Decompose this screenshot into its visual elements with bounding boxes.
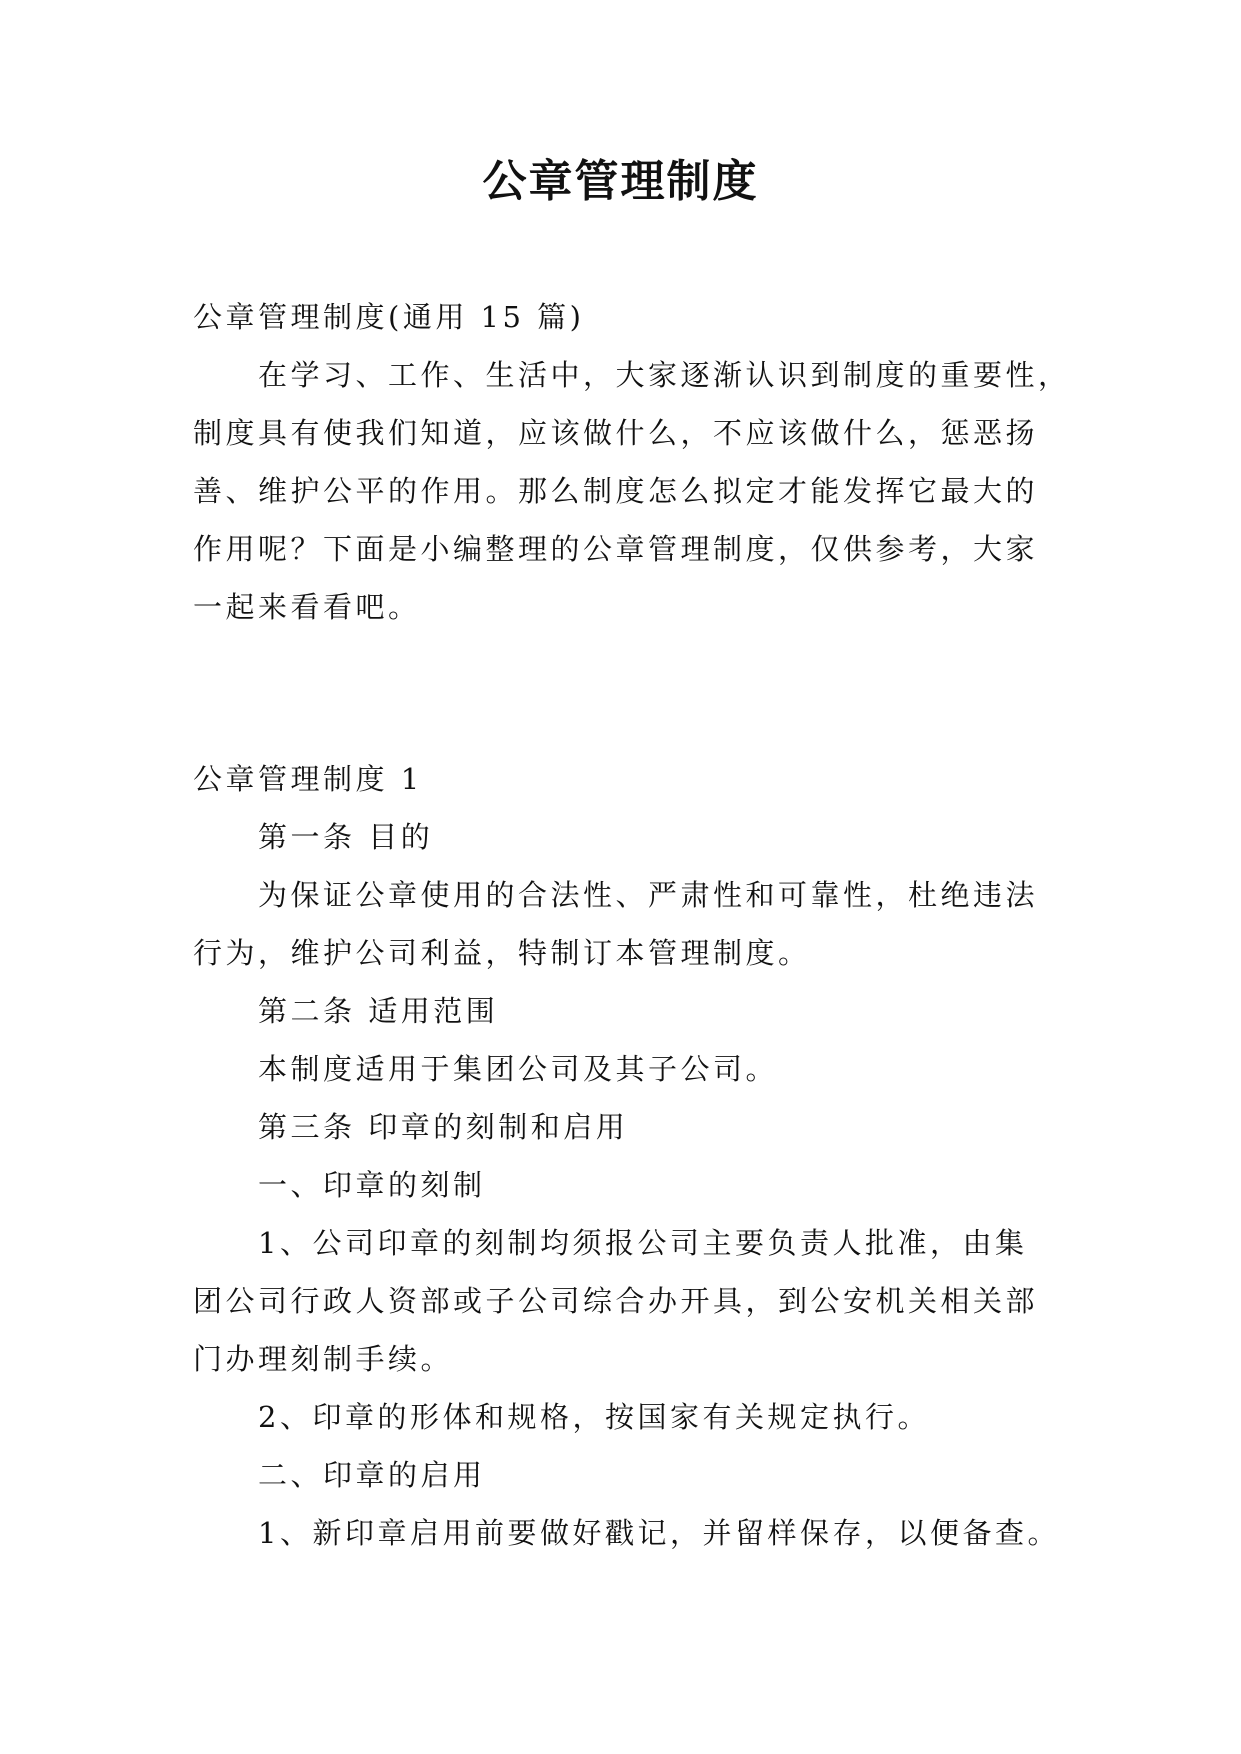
item-1-line: 门办理刻制手续。: [193, 1342, 454, 1376]
part-1-heading: 一、印章的刻制: [258, 1168, 486, 1202]
article-2-heading: 第二条 适用范围: [258, 994, 499, 1028]
item-1-line: 1、公司印章的刻制均须报公司主要负责人批准，由集: [258, 1226, 1028, 1260]
intro-line: 制度具有使我们知道，应该做什么，不应该做什么，惩恶扬: [193, 416, 1039, 450]
section-1: [193, 750, 1061, 1562]
item-2-text: 2、印章的形体和规格，按国家有关规定执行。: [258, 1400, 930, 1434]
intro-line: 善、维护公平的作用。那么制度怎么拟定才能发挥它最大的: [193, 474, 1039, 508]
article-1-line: 行为，维护公司利益，特制订本管理制度。: [193, 936, 811, 970]
part-2-heading: 二、印章的启用: [258, 1458, 486, 1492]
intro-block: [193, 288, 1071, 636]
article-1-line: 为保证公章使用的合法性、严肃性和可靠性，杜绝违法: [258, 878, 1039, 912]
article-2-text: 本制度适用于集团公司及其子公司。: [258, 1052, 779, 1086]
article-3-heading: 第三条 印章的刻制和启用: [258, 1110, 629, 1144]
intro-subtitle: 公章管理制度(通用 15 篇): [193, 300, 585, 334]
intro-line: 一起来看看吧。: [193, 590, 421, 624]
item-3-text: 1、新印章启用前要做好戳记，并留样保存，以便备查。: [258, 1516, 1060, 1550]
article-1-heading: 第一条 目的: [258, 820, 434, 854]
section-heading: 公章管理制度 1: [193, 762, 423, 796]
intro-line: 在学习、工作、生活中，大家逐渐认识到制度的重要性，: [258, 358, 1071, 392]
intro-line: 作用呢？下面是小编整理的公章管理制度，仅供参考，大家: [193, 532, 1039, 566]
item-1-line: 团公司行政人资部或子公司综合办开具，到公安机关相关部: [193, 1284, 1039, 1318]
document-title: 公章管理制度: [482, 156, 759, 207]
